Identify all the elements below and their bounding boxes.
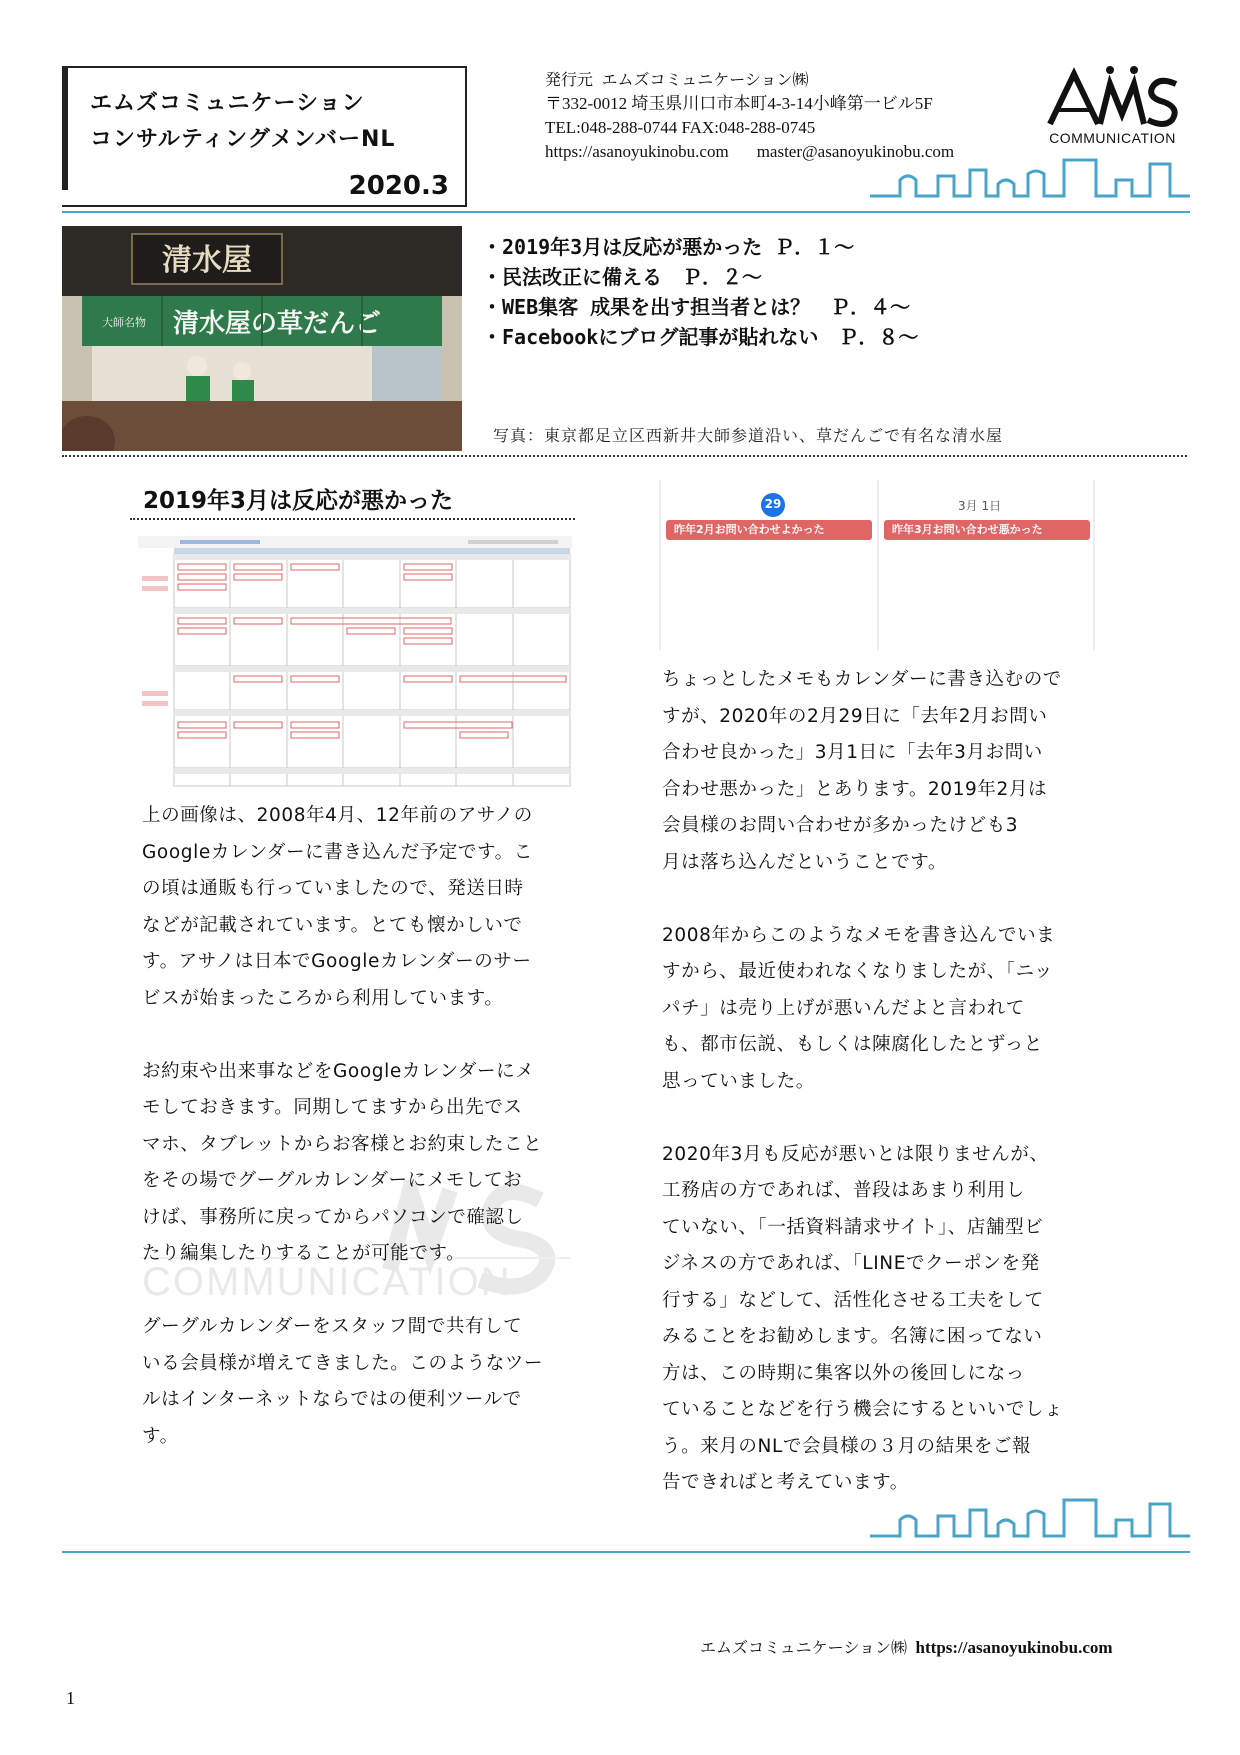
company-logo [1040,62,1185,150]
paragraph-line: 合わせ良かった」3月1日に「去年3月お問い [662,742,1043,763]
paragraph-line: ルはインターネットならではの便利ツールで [142,1389,522,1410]
shop-photo-illustration [62,226,462,451]
paragraph-line: ていることなどを行う機会にするといいでしょ [662,1399,1064,1420]
paragraph-line: ちょっとしたメモもカレンダーに書き込むので [662,669,1062,690]
footer [700,1635,1113,1658]
section-title: 2019年3月は反応が悪かった [143,488,454,514]
paragraph-line: 合わせ悪かった」とあります。2019年2月は [662,778,1048,800]
footer-company: エムズコミュニケーション㈱ [700,1638,908,1657]
section-title-underline [130,518,575,520]
toc-item[interactable]: ・Facebookにブログ記事が貼れない Ｐ．８～ [482,325,919,349]
logo-word: COMMUNICATION [1049,130,1176,146]
calendar-screenshot-2008 [138,536,572,791]
logo-mark-icon [1040,62,1185,132]
title-line-2: コンサルティングメンバーNL [90,127,396,152]
right-column-text [662,662,1063,1502]
paragraph-line: モしておきます。同期してますから出先でス [142,1097,523,1118]
paragraph-line: 上の画像は、2008年4月、12年前のアサノの [142,805,533,826]
calendar-snippet-2020 [658,480,1098,650]
left-column-text [142,798,543,1455]
logo-letters: AMS [1040,62,1043,63]
header-rule [62,211,870,213]
calendar-day-mar1[interactable]: 3月 1日 [958,499,1002,513]
paragraph-line: 月は落ち込んだということです。 [662,851,948,873]
paragraph-line [662,881,1063,918]
paragraph-line: 2020年3月も反応が悪いとは限りませんが、 [662,1143,1049,1165]
shop-sign-text: 清水屋 [162,243,252,278]
paragraph-line: すから、最近使われなくなりましたが、「ニッ [662,961,1054,982]
paragraph-line: 告できればと考えています。 [662,1472,909,1493]
publisher-email[interactable]: master@asanoyukinobu.com [756,142,955,161]
curtain-small-text: 大師名物 [102,316,146,329]
toc-item[interactable]: ・民法改正に備える Ｐ．２～ [482,265,762,289]
footer-rule [62,1551,870,1553]
paragraph-line: 行する」などして、活性化させる工夫をして [662,1289,1044,1311]
issue-date: 2020.3 [348,171,449,201]
newsletter-title-box [62,66,467,207]
paragraph-line: 工務店の方であれば、普段はあまり利用し [662,1180,1025,1201]
paragraph-line: も、都市伝説、もしくは陳腐化したとずっと [662,1034,1043,1055]
paragraph-line: パチ」は売り上げが悪いんだよと言われて [662,997,1025,1019]
paragraph-line: Googleカレンダーに書き込んだ予定です。こ [142,841,533,863]
watermark-text: COMMUNICATION [142,1260,512,1300]
paragraph-line: ジネスの方であれば、「LINEでクーポンを発 [662,1253,1040,1274]
paragraph-line: などが記載されています。とても懐かしいで [142,914,523,936]
paragraph-line: 思っていました。 [662,1070,815,1092]
paragraph-line: ていない、「一括資料請求サイト」、店舗型ビ [662,1216,1044,1238]
skyline-bottom-decoration [870,1490,1190,1555]
calendar-event-mar[interactable]: 昨年3月お問い合わせ悪かった [884,520,1090,540]
paragraph-line: ビスが始まったころから利用しています。 [142,987,504,1009]
paragraph-line: みることをお勧めします。名簿に困ってない [662,1326,1043,1347]
paragraph-line: お約束や出来事などをGoogleカレンダーにメ [142,1060,535,1082]
calendar-day-29[interactable]: 29 [764,497,782,511]
paragraph-line: う。来月のNLで会員様の３月の結果をご報 [662,1435,1032,1457]
publisher-company: エムズコミュニケーション㈱ [601,70,809,89]
publisher-url[interactable]: https://asanoyukinobu.com [545,142,729,161]
photo-caption: 写真：東京都足立区西新井大師参道沿い、草だんごで有名な清水屋 [493,426,1004,445]
paragraph-line: 2008年からこのようなメモを書き込んでいま [662,924,1056,946]
paragraph-line: マホ、タブレットからお客様とお約束したこと [142,1133,543,1155]
paragraph-line: す。アサノは日本でGoogleカレンダーのサー [142,951,532,972]
paragraph-line: の頃は通販も行っていましたので、発送日時 [142,878,524,899]
calendar-snippet-frame [658,480,1098,650]
paragraph-line: たり編集したりすることが可能です。 [142,1243,466,1264]
paragraph-line: いる会員様が増えてきました。このようなツー [142,1352,544,1374]
publisher-tel-fax: TEL:048-288-0744 FAX:048-288-0745 [545,118,816,137]
title-line-1: エムズコミュニケーション [90,91,365,116]
shop-photo [62,226,462,451]
footer-url[interactable]: https://asanoyukinobu.com [915,1638,1113,1657]
paragraph-line: 方は、この時期に集客以外の後回しになっ [662,1362,1025,1384]
dotted-divider [62,455,1187,457]
toc-item[interactable]: ・WEB集客 成果を出す担当者とは？ Ｐ．４～ [482,295,911,319]
skyline-top-decoration [870,150,1190,215]
calendar-grid-illustration [138,536,572,791]
paragraph-line: けば、事務所に戻ってからパソコンで確認し [142,1206,524,1228]
curtain-main-text: 清水屋の草だんご [172,309,382,339]
publisher-address: 〒332-0012 埼玉県川口市本町4-3-14小峰第一ビル5F [545,94,933,113]
toc-item[interactable]: ・2019年3月は反応が悪かった Ｐ．１～ [482,235,855,259]
table-of-contents [482,232,918,352]
paragraph-line [142,1273,543,1310]
paragraph-line: グーグルカレンダーをスタッフ間で共有して [142,1316,523,1337]
paragraph-line: 会員様のお問い合わせが多かったけども3 [662,815,1019,836]
paragraph-line: すが、2020年の2月29日に「去年2月お問い [662,705,1048,727]
paragraph-line: す。 [142,1425,179,1447]
paragraph-line: をその場でグーグルカレンダーにメモしてお [142,1170,523,1191]
page-number: 1 [66,1688,75,1708]
publisher-label: 発行元 [545,70,594,89]
title-accent-bar [62,66,68,190]
paragraph-line [662,1100,1063,1137]
calendar-event-feb[interactable]: 昨年2月お問い合わせよかった [666,520,872,540]
paragraph-line [142,1017,543,1054]
